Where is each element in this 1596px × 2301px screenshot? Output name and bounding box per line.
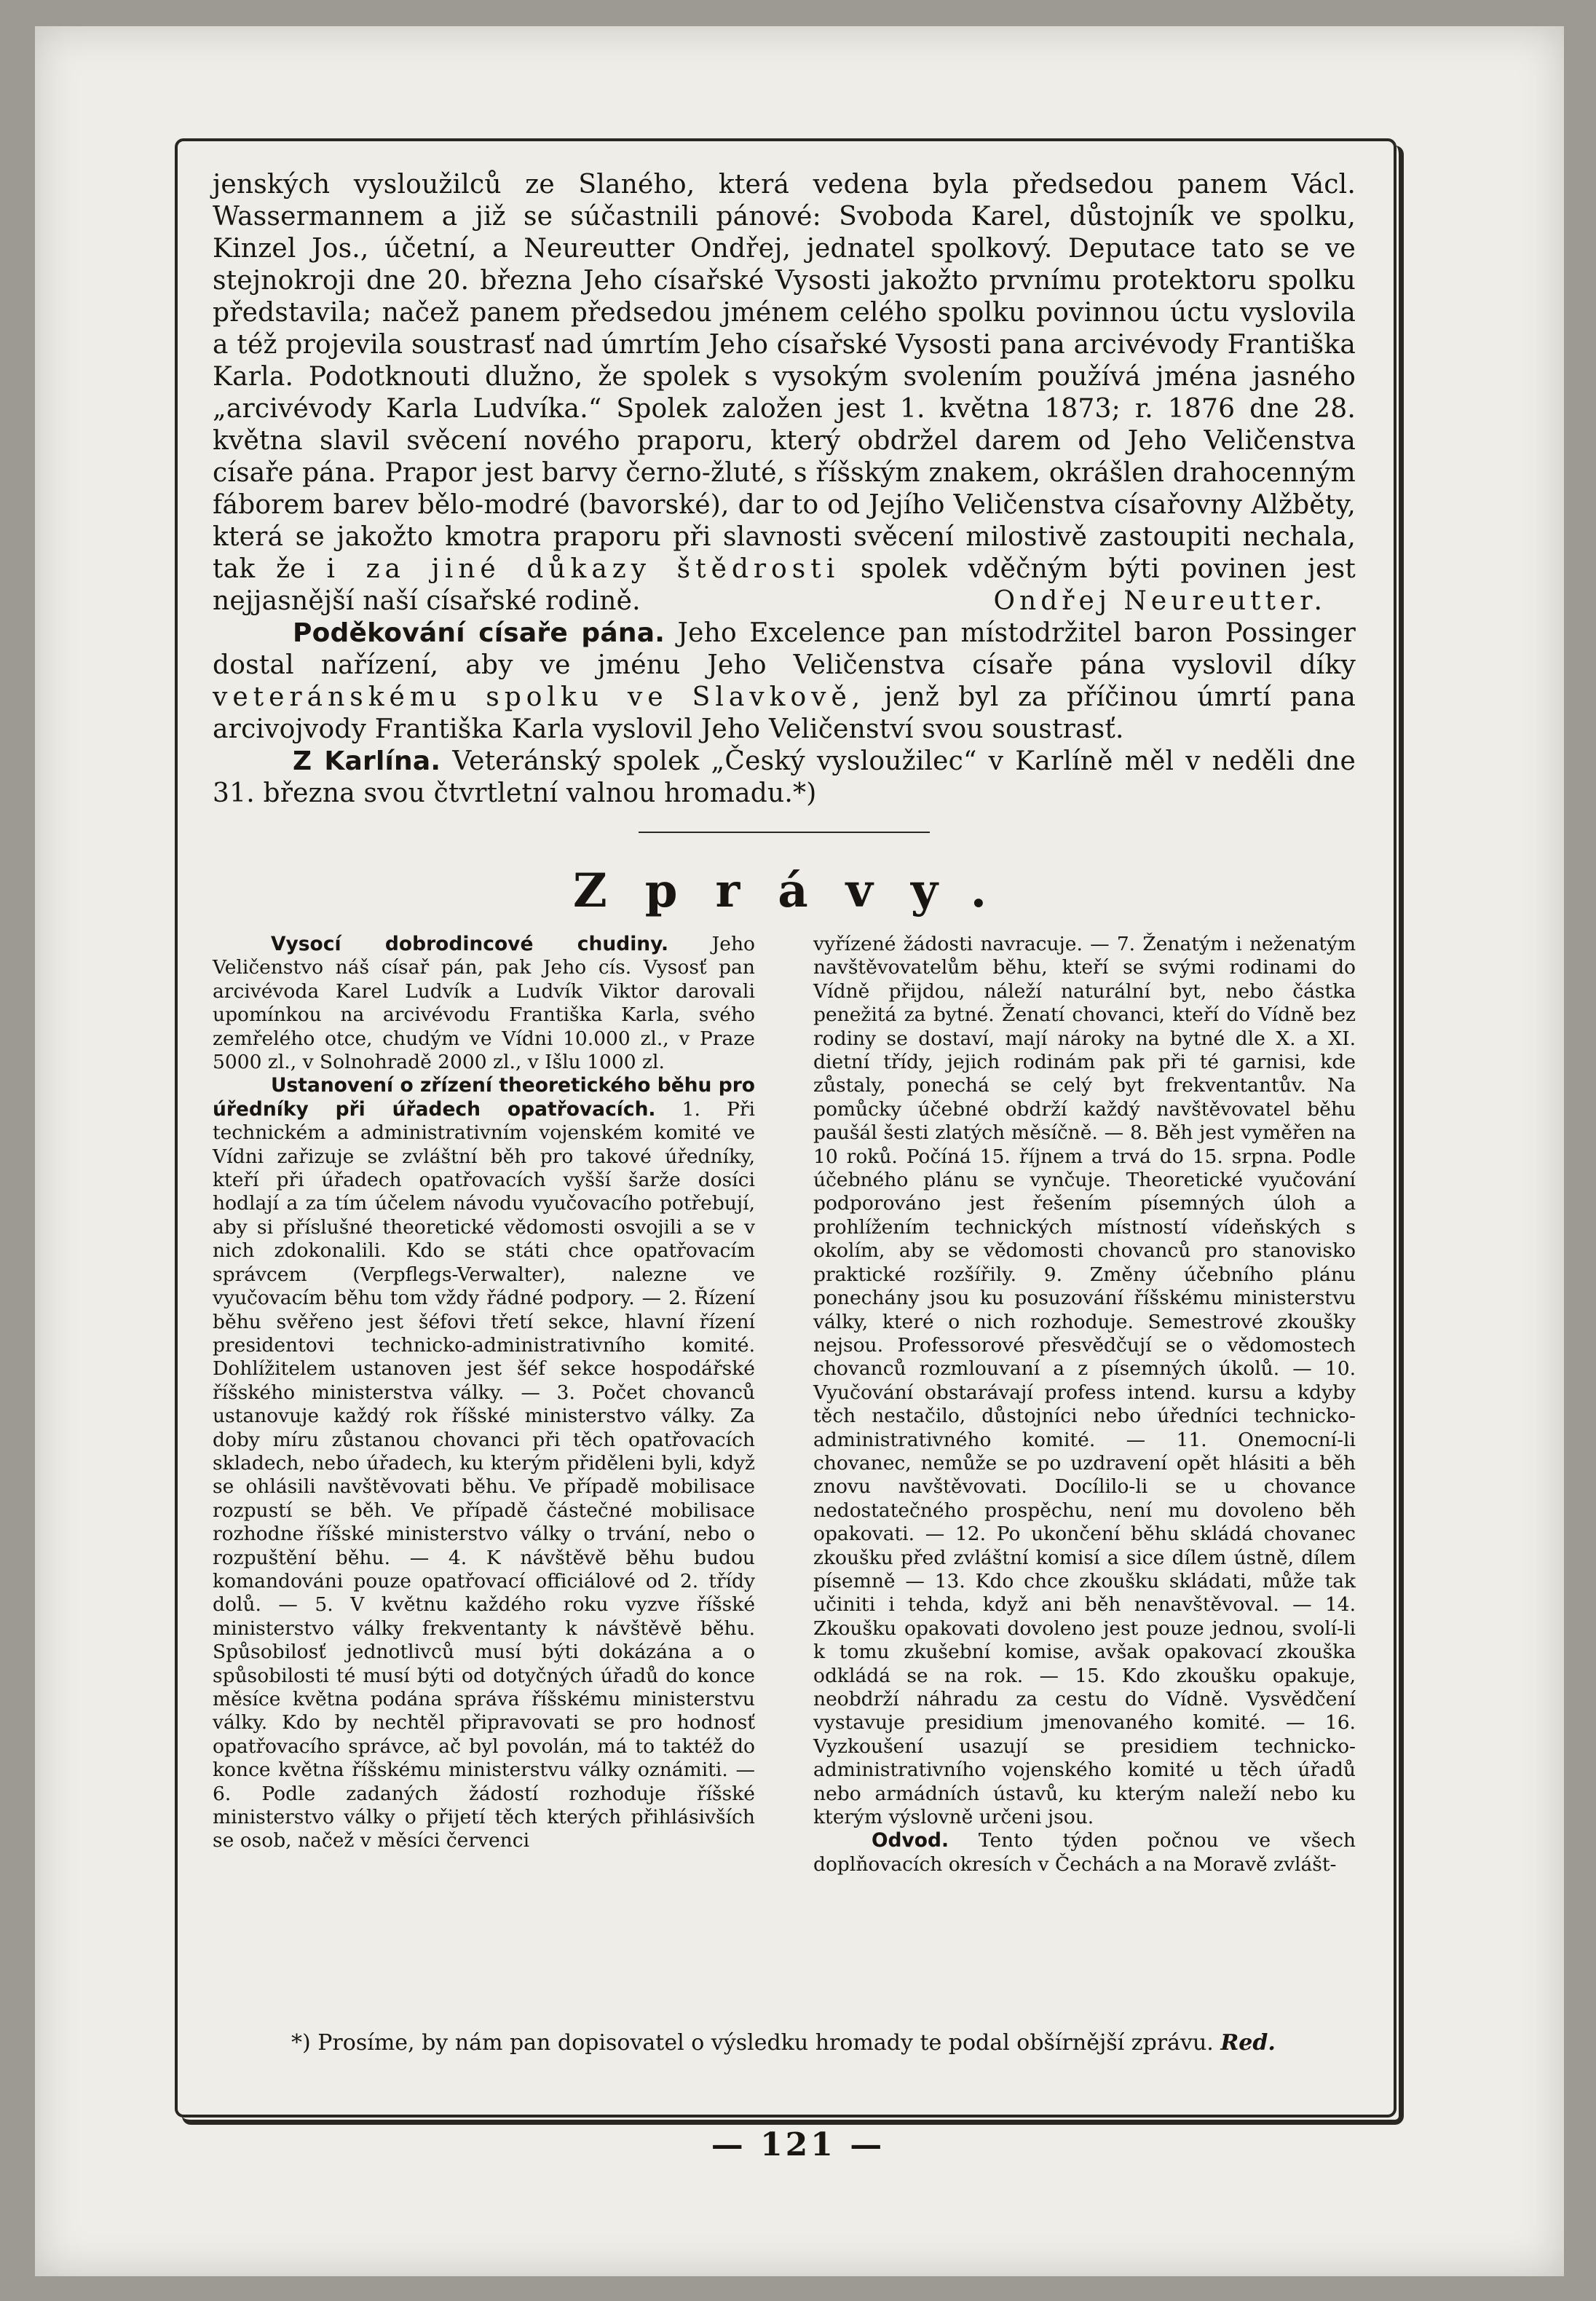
notice-karlin	[213, 746, 1356, 810]
footnote-sign: Red.	[1220, 2030, 1276, 2056]
signature: Ondřej Neureutter.	[993, 586, 1327, 616]
news-item-text: 1. Při technickém a administrativním vojenském komité ve Vídni zařizuje se zvláštní běh pro takové úředníky, kteří při úřadech opatřovacích vyšší šarže dosíci hodlají a za tím účelem návodu vyučovacího potřebují, aby si příslušné theoretické vědomosti osvojili a se v nich zdokonalili. Kdo se státi chce opatřovacím správcem (Verpflegs-Verwalter), nalezne ve vyučovacím běhu tom vždy řádné podpory. — 2. Řízení běhu svěřeno jest šéfovi třetí sekce, hlavní řízení presidentovi technicko-administrativního komité. Dohlížitelem ustanoven jest šéf sekce hospodářské říšského ministerstva války. — 3. Počet chovanců ustanovuje každý rok říšské ministerstvo války. Za doby míru zůstanou chovanci při těch opatřovacích skladech, nebo úřadech, ku kterým přiděleni byli, když se ohlásili navštěvovati běhu. Ve případě mobilisace rozpustí se běh. Ve případě částečné mobilisace rozhodne říšské ministerstvo války o trvání, nebo o rozpuštění běhu. — 4. K návštěvě běhu budou komandováni pouze opatřovací officiálové od 2. třídy dolů. — 5. V květnu každého roku vyzve říšské ministerstvo války frekventanty k návštěvě běhu. Spůsobilosť jednotlivců musí býti dokázána a o spůsobilosti té musí býti od dotyčných úřadů do konce měsíce května podána správa říšskému ministerstvu války. Kdo by nechtěl připravovati se pro hodnosť opatřovacího správce, ač byl povolán, má to taktéž do konce května říšskému ministerstvu války oznámiti. — 6. Podle zadaných žádostí rozhoduje říšské ministerstvo války o přijetí těch kterých přihlásivších se osob, načež v měsíci červenci	[213, 1097, 755, 1852]
news-item-title: Vysocí dobrodincové chudiny.	[271, 933, 669, 955]
notice-thanks	[213, 617, 1356, 746]
news-item-text: Jeho Veličenstvo náš císař pán, pak Jeho cís. Vysosť pan arcivévoda Karel Ludvík a Ludvík Viktor darovali upomínkou na arcivévodu Františka Karla, svého zemřelého otce, chudým ve Vídni 10.000 zl., v Praze 5000 zl., v Solnohradě 2000 zl., v Išlu 1000 zl.	[213, 933, 755, 1074]
left-column	[213, 933, 755, 1876]
right-column	[813, 933, 1356, 1876]
notice-text: Jeho Excelence pan místodržitel baron Possinger dostal nařízení, aby ve jménu Jeho Veličenstva císaře pána vyslovil díky	[213, 618, 1356, 680]
footnote	[291, 2029, 1383, 2058]
intro-section	[213, 169, 1356, 617]
notice-spaced: veteránskému spolku ve Slavkově,	[213, 682, 866, 712]
section-divider	[639, 832, 930, 833]
news-columns	[213, 933, 1356, 1876]
notice-text-after: jenž byl za příčinou úmrtí pana arcivojvody Františka Karla vyslovil Jeho Veličenství svou soustrasť.	[213, 682, 1356, 744]
notice-title: Poděkování císaře pána.	[293, 618, 665, 648]
intro-paragraph	[213, 169, 1356, 617]
intro-closing: spolek vděčným býti povinen jest nejjasnější naší císařské rodině.	[213, 554, 1356, 616]
section-heading: Zprávy.	[573, 864, 1024, 918]
intro-text: jenských vysloužilců ze Slaného, která vedena byla předsedou panem Václ. Wassermannem a již se súčastnili pánové: Svoboda Karel, důstojník ve spolku, Kinzel Jos., účetní, a Neureutter Ondřej, jednatel spolkový. Deputace tato se ve stejnokroji dne 20. března Jeho císařské Vysosti jakožto prvnímu protektoru spolku představila; načež panem předsedou jménem celého spolku povinnou úctu vyslovila a též projevila soustrasť nad úmrtím Jeho císařské Vysosti pana arcivévody Františka Karla. Podotknouti dlužno, že spolek s vysokým svolením používá jména jasného „arcivévody Karla Ludvíka.“ Spolek založen jest 1. května 1873; r. 1876 dne 28. května slavil svěcení nového praporu, který obdržel darem od Jeho Veličenstva císaře pána. Prapor jest barvy černo-žluté, s říšským znakem, okrášlen drahocenným fáborem barev bělo-modré (bavorské), dar to od Jejího Veličenstva císařovny Alžběty, která se jakožto kmotra praporu při slavnosti svěcení milostivě zastoupiti nechala, tak že	[213, 170, 1356, 584]
notice-text: Veteránský spolek „Český vysloužilec“ v Karlíně měl v neděli dne 31. března svou čtvrtletní valnou hromadu.*)	[213, 746, 1356, 808]
news-item-text: Tento týden počnou ve všech doplňovacích okresích v Čechách a na Moravě zvlášt-	[813, 1829, 1356, 1876]
intro-spaced-phrase: i za jiné důkazy štědrosti	[326, 554, 840, 584]
notice-title: Z Karlína.	[293, 746, 441, 776]
page-number: — 121 —	[711, 2126, 885, 2163]
news-item-title: Odvod.	[872, 1829, 949, 1852]
page-content	[213, 169, 1356, 1876]
news-item-title: Ustanovení o zřízení theoretického běhu pro úředníky při úřadech opatřovacích.	[213, 1074, 755, 1121]
footnote-text: *) Prosíme, by nám pan dopisovatel o výsledku hromady te podal obšírnější zprávu.	[291, 2030, 1214, 2056]
news-item-text: vyřízené žádosti navracuje. — 7. Ženatým i neženatým navštěvovatelům běhu, kteří se svými rodinami do Vídně přijdou, náleží naturální byt, nebo částka penežitá za bytné. Ženatí chovanci, kteří do Vídně bez rodiny se dostaví, mají nároky na bytné dle X. a XI. dietní třídy, jejich rodinám pak při té garnisi, kde zůstaly, ponechá se celý byt frekventantův. Na pomůcky účebné obdrží každý navštěvovatel běhu paušál šesti zlatých měsíčně. — 8. Běh jest vyměřen na 10 roků. Počíná 15. říjnem a trvá do 15. srpna. Podle účebného plánu se vynčuje. Theoretické vyučování podporováno jest řešením písemných úloh a prohlížením technických místností vídeňských s okolím, aby se vědomosti chovanců pro stanovisko praktické rozšířily. 9. Změny účebního plánu ponechány jsou ku posuzování říšskému ministerstvu války, které o nich rozhoduje. Semestrové zkoušky nejsou. Professorové přesvědčují se o vědomostech chovanců rozmlouvaní a z písemných úkolů. — 10. Vyučování obstarávají profess intend. kursu a kdyby těch nestačilo, důstojníci nebo úředníci technicko-administrativného komité. — 11. Onemocní-li chovanec, nemůže se po uzdravení opět hlásiti a běh znovu navštěvovati. Docílilo-li se u chovance nedostatečného prospěchu, není mu dovoleno běh opakovati. — 12. Po ukončení běhu skládá chovanec zkoušku před zvláštní komisí a sice dílem ústně, dílem písemně — 13. Kdo chce zkoušku skládati, může tak učiniti i tehda, když ani běh nenavštěvoval. — 14. Zkoušku opakovati dovoleno jest pouze jednou, svolí-li k tomu zkušební komise, avšak opakovací zkouška odkládá se na rok. — 15. Kdo zkoušku opakuje, neobdrží náhradu za cestu do Vídně. Vysvědčení vystavuje presidium jmenovaného komité. — 16. Vyzkoušení usazují se presidiem technicko-administrativního vojenského komité u těch úřadů nebo armádních ústavů, ku kterým naleží nebo ku kterým výslovně určeni jsou.	[813, 933, 1356, 1829]
